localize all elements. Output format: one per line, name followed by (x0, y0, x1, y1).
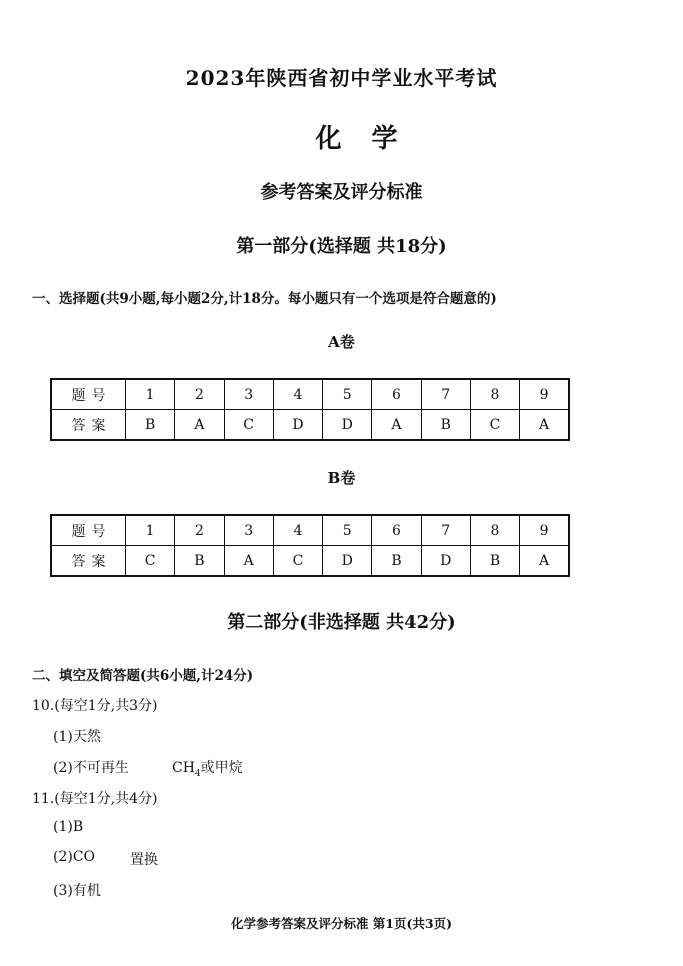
answer-cell: D (323, 410, 372, 441)
answer-cell: B (470, 546, 519, 577)
page-footer: 化学参考答案及评分标准 第1页(共3页) (230, 916, 453, 931)
question-11-answer-2: (2)CO (53, 849, 96, 865)
answer-cell: B (175, 546, 224, 577)
question-11-header: 11.(每空1分,共4分) (32, 791, 158, 807)
answer-cell: D (421, 546, 470, 577)
table-row (51, 546, 569, 577)
row-label-number: 题号 (51, 379, 126, 410)
answer-cell: B (421, 410, 470, 441)
part2-heading: 第二部分(非选择题 共42分) (227, 612, 456, 633)
table-row (51, 410, 569, 441)
answer-cell: C (126, 546, 175, 577)
answer-cell: A (520, 546, 569, 577)
answer-table-a (50, 378, 570, 441)
answer-cell: B (372, 546, 421, 577)
answer-cell: C (273, 546, 322, 577)
answer-table-b (50, 514, 570, 577)
question-number: 3 (224, 379, 273, 410)
question-10-answer-1: (1)天然 (53, 729, 101, 745)
question-11-answer-1: (1)B (53, 819, 84, 835)
question-number: 1 (126, 379, 175, 410)
answer-cell: D (323, 546, 372, 577)
answer-cell: A (520, 410, 569, 441)
volume-a-label: A卷 (328, 333, 355, 351)
row-label-answer: 答案 (51, 546, 126, 577)
section2-heading: 二、填空及简答题(共6小题,计24分) (32, 668, 254, 684)
question-number: 7 (421, 515, 470, 546)
question-number: 6 (372, 379, 421, 410)
question-number: 5 (323, 379, 372, 410)
part1-heading: 第一部分(选择题 共18分) (236, 236, 447, 257)
answer-cell: D (273, 410, 322, 441)
question-number: 7 (421, 379, 470, 410)
formula-rest: 或甲烷 (200, 760, 243, 776)
row-label-number: 题号 (51, 515, 126, 546)
formula-main: CH (172, 760, 195, 776)
volume-b-label: B卷 (327, 469, 356, 487)
question-11-answer-2-extra: 置换 (130, 852, 158, 868)
question-number: 1 (126, 515, 175, 546)
answer-cell: A (224, 546, 273, 577)
question-number: 4 (273, 515, 322, 546)
question-number: 5 (323, 515, 372, 546)
section1-heading: 一、选择题(共9小题,每小题2分,计18分。每小题只有一个选项是符合题意的) (32, 291, 497, 307)
answer-cell: C (470, 410, 519, 441)
answer-cell: B (126, 410, 175, 441)
answer-cell: A (175, 410, 224, 441)
table-row (51, 379, 569, 410)
question-10-header: 10.(每空1分,共3分) (32, 698, 158, 714)
table-row (51, 515, 569, 546)
question-number: 8 (470, 515, 519, 546)
question-number: 2 (175, 515, 224, 546)
question-10-answer-2: (2)不可再生 (53, 760, 129, 776)
formula-subscript: 4 (194, 768, 201, 779)
question-number: 4 (273, 379, 322, 410)
question-number: 3 (224, 515, 273, 546)
answer-cell: A (372, 410, 421, 441)
question-number: 8 (470, 379, 519, 410)
question-number: 2 (175, 379, 224, 410)
question-number: 9 (520, 515, 569, 546)
question-10-answer-2-formula (172, 757, 243, 779)
answer-cell: C (224, 410, 273, 441)
question-number: 9 (520, 379, 569, 410)
question-number: 6 (372, 515, 421, 546)
question-11-answer-3: (3)有机 (53, 883, 101, 899)
document-subtitle: 参考答案及评分标准 (260, 182, 423, 203)
document-title: 2023年陕西省初中学业水平考试 (185, 66, 498, 90)
row-label-answer: 答案 (51, 410, 126, 441)
subject-title: 化学 (315, 124, 428, 154)
